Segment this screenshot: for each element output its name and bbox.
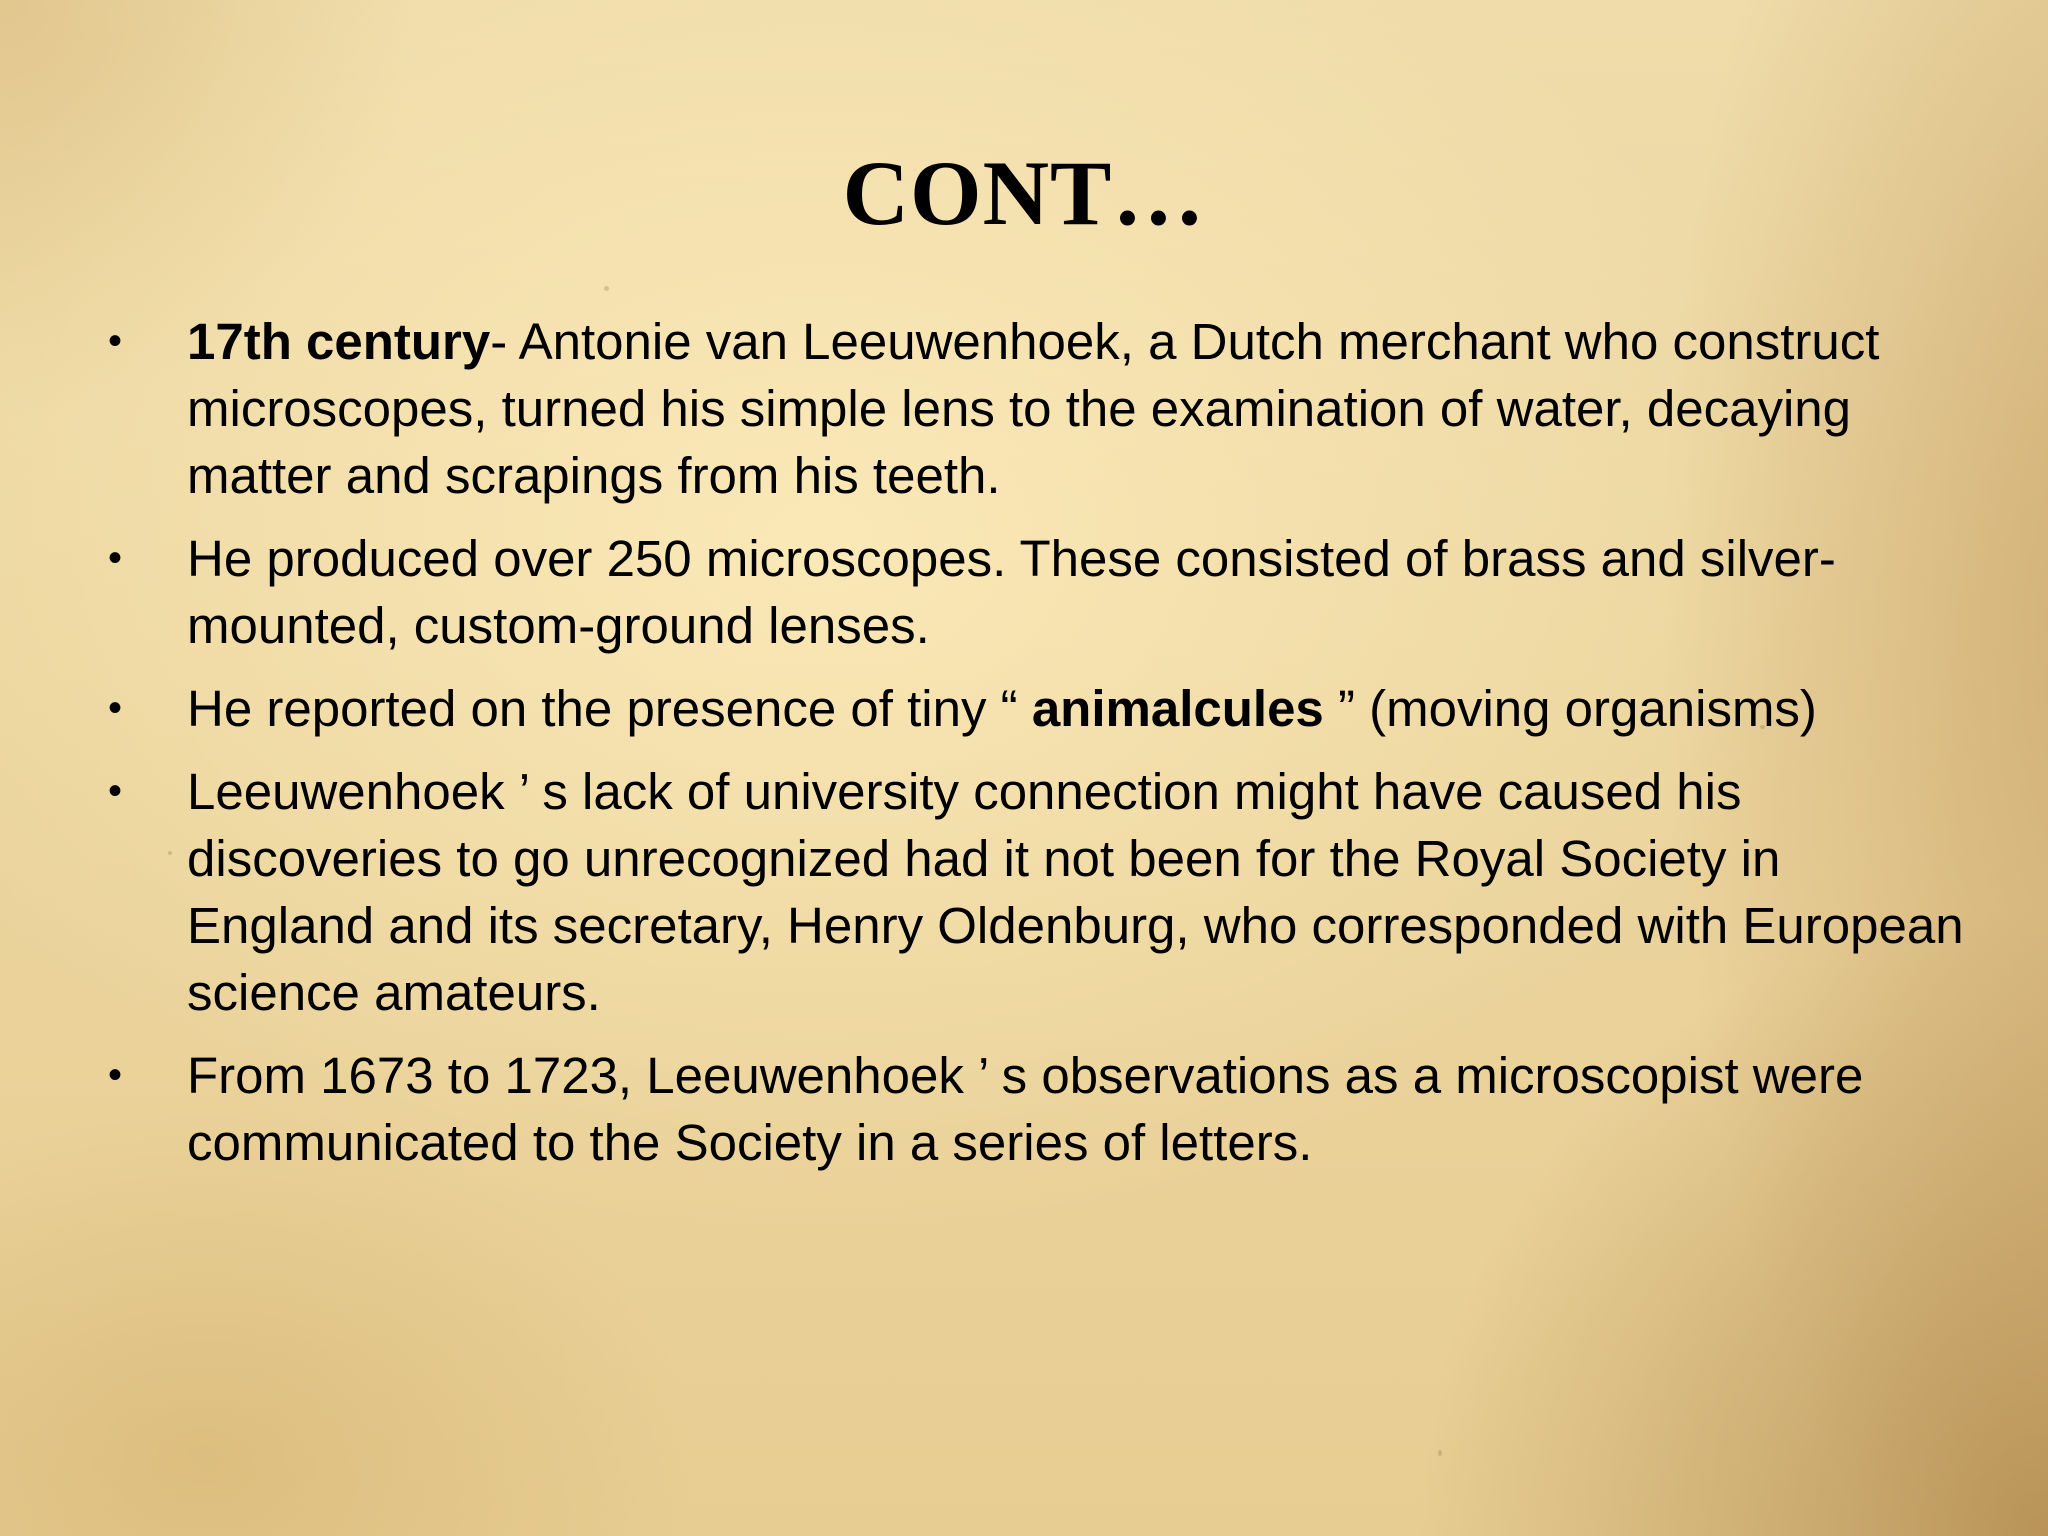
bullet-item xyxy=(105,675,1975,742)
bullet-icon: • xyxy=(108,686,123,730)
bullet-icon: • xyxy=(108,319,123,363)
bullet-bold-text: 17th century xyxy=(187,313,491,370)
bullet-text: He produced over 250 microscopes. These consisted of brass and silver-mounted, custom-ground lenses. xyxy=(187,530,1836,654)
paper-speck xyxy=(1438,1450,1442,1456)
bullet-item xyxy=(105,758,1975,1026)
bullet-text: He reported on the presence of tiny “ xyxy=(187,680,1032,737)
bullet-icon: • xyxy=(108,1053,123,1097)
paper-speck xyxy=(604,286,609,291)
bullet-bold-text: animalcules xyxy=(1031,680,1324,737)
bullet-list xyxy=(105,308,1975,1192)
bullet-item xyxy=(105,308,1975,509)
bullet-text: From 1673 to 1723, Leeuwenhoek ’ s observations as a microscopist were communicated to the Society in a series of letters. xyxy=(187,1047,1864,1171)
bullet-item xyxy=(105,1042,1975,1176)
bullet-icon: • xyxy=(108,769,123,813)
bullet-item xyxy=(105,525,1975,659)
slide-title: CONT… xyxy=(842,142,1206,244)
bullet-icon: • xyxy=(108,536,123,580)
bullet-text: - Antonie van Leeuwenhoek, a Dutch merchant who construct microscopes, turned his simple lens to the examination of water, decaying matter and scrapings from his teeth. xyxy=(187,313,1880,504)
bullet-text: ” (moving organisms) xyxy=(1323,680,1817,737)
bullet-text: Leeuwenhoek ’ s lack of university connection might have caused his discoveries to go unrecognized had it not been for the Royal Society in England and its secretary, Henry Oldenburg, who corresponded with European science amateurs. xyxy=(187,763,1964,1021)
